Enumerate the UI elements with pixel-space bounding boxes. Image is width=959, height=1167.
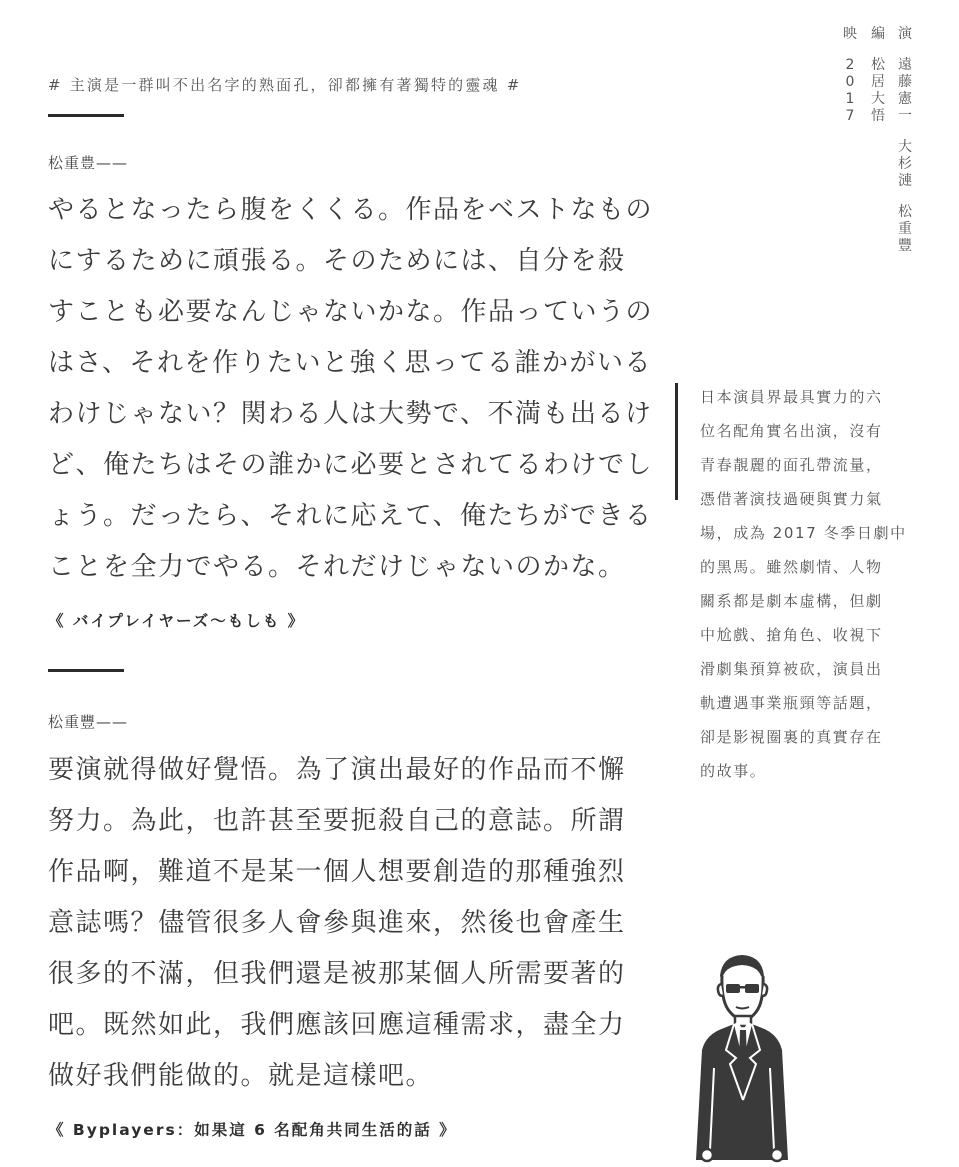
- sidebar-line: 憑借著演技過硬與實力氣: [700, 490, 883, 508]
- speaker-label-jp: 松重豊——: [48, 154, 129, 172]
- sidebar-accent-bar: [675, 383, 678, 500]
- quote-jp-line: ことを全力でやる。それだけじゃないのかな。: [48, 552, 626, 582]
- speaker-label-zh: 松重豐——: [48, 713, 129, 731]
- man-in-suit-illustration: [690, 950, 790, 1163]
- sidebar-line: 場，成為 2017 冬季日劇中: [700, 524, 907, 542]
- quote-zh-line: 吧。既然如此，我們應該回應這種需求，盡全力: [48, 1010, 626, 1040]
- credits-cast-name-1: 遠 藤 憲 一: [898, 57, 912, 124]
- tagline: # 主演是一群叫不出名字的熟面孔，卻都擁有著獨特的靈魂 #: [48, 76, 522, 94]
- divider-rule-2: [48, 669, 124, 672]
- credits-release-label: 映: [843, 26, 857, 42]
- quote-jp-line: はさ、それを作りたいと強く思ってる誰かがいる: [48, 348, 652, 378]
- sidebar-line: 青春靚麗的面孔帶流量，: [700, 456, 883, 474]
- quote-zh-line: 要演就得做好覺悟。為了演出最好的作品而不懈: [48, 755, 626, 785]
- quote-jp-line: すことも必要なんじゃないかな。作品っていうの: [48, 297, 654, 327]
- quote-jp-line: ど、俺たちはその誰かに必要とされてるわけでし: [48, 450, 654, 480]
- sidebar-line: 滑劇集預算被砍，演員出: [700, 660, 883, 678]
- sidebar-line: 日本演員界最具實力的六: [700, 388, 883, 406]
- divider-rule-1: [48, 114, 124, 117]
- credits-cast-name-3: 松 重 豐: [898, 204, 912, 254]
- quote-jp-line: にするために頑張る。そのためには、自分を殺: [48, 246, 626, 276]
- credits-cast-column: [896, 26, 914, 255]
- sidebar-line: 中尬戲、搶角色、收視下: [700, 626, 883, 644]
- quote-zh-line: 意誌嗎？儘管很多人會參與進來，然後也會產生: [48, 908, 626, 938]
- credits-writer-label: 編: [871, 26, 885, 42]
- quote-zh-line: 很多的不滿，但我們還是被那某個人所需要著的: [48, 959, 626, 989]
- sidebar-description: [700, 380, 915, 788]
- sidebar-line: 軌遭遇事業瓶頸等話題，: [700, 694, 883, 712]
- sidebar-line: 位名配角實名出演，沒有: [700, 422, 883, 440]
- credits-release-column: [841, 26, 859, 125]
- sidebar-line: 關系都是劇本虛構，但劇: [700, 592, 883, 610]
- quote-jp-line: わけじゃない？関わる人は大勢で、不満も出るけ: [48, 399, 653, 429]
- sidebar-line: 的故事。: [700, 762, 767, 780]
- credits-writer-column: [869, 26, 887, 125]
- credits-cast-label: 演: [898, 26, 912, 42]
- quote-jp-line: やるとなったら腹をくくる。作品をベストなもの: [48, 195, 654, 225]
- sidebar-line: 的黑馬。雖然劇情、人物: [700, 558, 883, 576]
- quote-jp-line: ょう。だったら、それに応えて、俺たちができる: [48, 501, 653, 531]
- quote-zh-line: 作品啊，難道不是某一個人想要創造的那種強烈: [48, 857, 626, 887]
- credits-cast-name-2: 大 杉 漣: [898, 139, 912, 189]
- quote-zh-line: 做好我們能做的。就是這樣吧。: [48, 1061, 434, 1091]
- quote-jp: [48, 185, 654, 593]
- source-title-zh: 《 Byplayers：如果這 6 名配角共同生活的話 》: [48, 1121, 457, 1139]
- sidebar-line: 卻是影視圈裏的真實存在: [700, 728, 883, 746]
- quote-zh: [48, 745, 648, 1102]
- quote-zh-line: 努力。為此，也許甚至要扼殺自己的意誌。所謂: [48, 806, 626, 836]
- credits-release-year: 2 0 1 7: [845, 57, 855, 124]
- source-title-jp: 《 バイプレイヤーズ～もしも 》: [48, 612, 306, 630]
- man-in-suit-sunglasses-icon: [690, 950, 790, 1163]
- credits-writer-name: 松 居 大 悟: [871, 57, 885, 124]
